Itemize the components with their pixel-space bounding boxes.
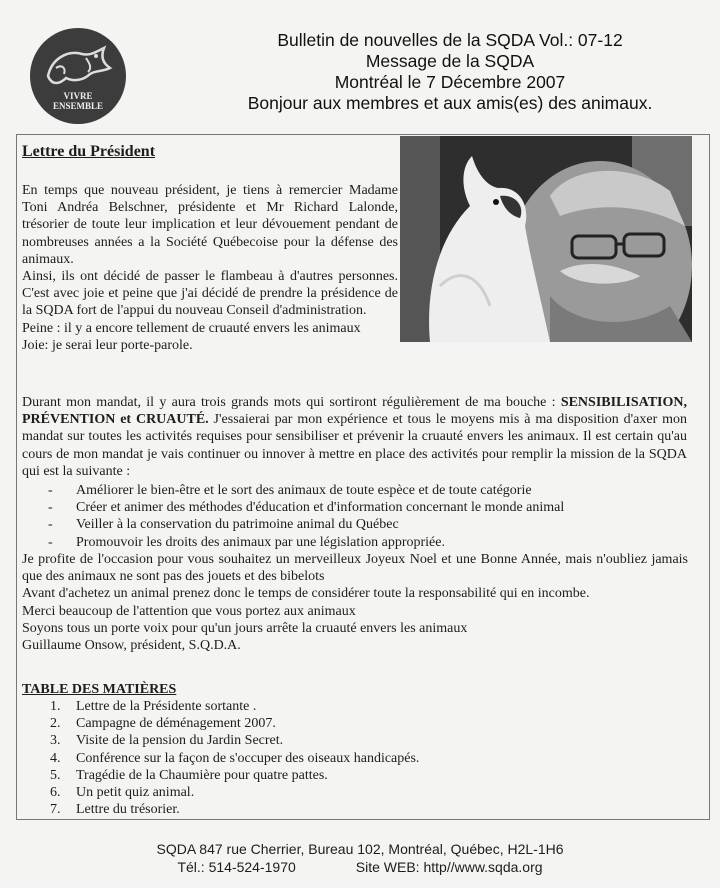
toc-item: 7. Lettre du trésorier. — [50, 802, 180, 818]
paragraph: Avant d'achetez un animal prenez donc le temps de considérer toute la responsabilité qui en incombe. — [22, 586, 590, 602]
table-of-contents — [50, 698, 419, 818]
footer-web: Site WEB: http//www.sqda.org — [355, 859, 543, 875]
paragraph: Merci beaucoup de l'attention que vous portez aux animaux — [22, 603, 356, 619]
footer — [0, 840, 720, 876]
paragraph: Je profite de l'occasion pour vous souhaitez un merveilleux Joyeux Noel et une Bonne Année, mais n'oubliez jamais que des animaux ne sont pas des jouets et des bibelots — [22, 552, 688, 585]
list-item: - Promouvoir les droits des animaux par une législation appropriée. — [48, 534, 688, 551]
header-greeting: Bonjour aux membres et aux amis(es) des animaux. — [247, 93, 653, 113]
header-subtitle: Message de la SQDA — [365, 51, 535, 71]
paragraph: Soyons tous un porte voix pour qu'un jours arrête la cruauté envers les animaux — [22, 620, 468, 636]
letter-intro — [22, 182, 398, 354]
list-item: - Améliorer le bien-être et le sort des animaux de toute espèce et de toute catégorie — [48, 482, 688, 499]
header-date: Montréal le 7 Décembre 2007 — [334, 72, 566, 92]
footer-phone: Tél.: 514-524-1970 — [177, 859, 296, 875]
president-with-cockatoo-photo — [400, 136, 692, 342]
toc-item: 3. Visite de la pension du Jardin Secret. — [50, 733, 284, 749]
mandate-paragraph: Durant mon mandat, il y aura trois grands mots qui sortiront régulièrement de ma bouche : SENSIBILISATION, PRÉVENTION et CRUAUTÉ. J'essaierai par mon expérience et tous le moyens mis à ma disposition d'axer mon mandat sur toutes les activités requises pour sensibiliser et prévenir la cruauté envers les animaux. Il est certain qu'au cours de mon mandat je vais continuer ou innover à mettre en place des activités pour remplir la mission de la SQDA qui est la suivante : — [22, 395, 687, 479]
toc-item: 4. Conférence sur la façon de s'occuper des oiseaux handicapés. — [50, 750, 420, 766]
toc-item: 2. Campagne de déménagement 2007. — [50, 716, 276, 732]
footer-contact — [0, 858, 720, 876]
letter-title: Lettre du Président — [22, 143, 156, 160]
toc-title: TABLE DES MATIÈRES — [22, 682, 177, 697]
logo-caption: VIVRE ENSEMBLE — [52, 91, 103, 111]
key-words: SENSIBILISATION, PRÉVENTION et CRUAUTÉ. — [22, 395, 687, 428]
closing-paragraphs — [22, 551, 692, 654]
sqda-logo — [30, 28, 126, 124]
list-item: - Créer et animer des méthodes d'éducation et d'information concernant le monde animal — [48, 499, 688, 516]
toc-item: 6. Un petit quiz animal. — [50, 785, 195, 801]
toc-item: 1. Lettre de la Présidente sortante . — [50, 699, 257, 714]
footer-address: SQDA 847 rue Cherrier, Bureau 102, Montréal, Québec, H2L-1H6 — [156, 841, 564, 857]
mission-list — [48, 482, 688, 551]
paragraph: Ainsi, ils ont décidé de passer le flambeau à d'autres personnes. C'est avec joie et peine que j'ai décidé de prendre la présidence de la SQDA fort de l'appui du nouveau Conseil d'administration. — [22, 269, 398, 319]
toc-item: 5. Tragédie de la Chaumière pour quatre pattes. — [50, 767, 328, 783]
paragraph: En temps que nouveau président, je tiens à remercier Madame Toni Andréa Belschner, présidente et Mr Richard Lalonde, trésorier de toute leur implication et leur dévouement pendant de nombreuses années a la Société Québecoise pour la défense des animaux. — [22, 183, 398, 267]
paragraph: Peine : il y a encore tellement de cruauté envers les animaux — [22, 320, 361, 336]
signature: Guillaume Onsow, président, S.Q.D.A. — [22, 638, 241, 654]
paragraph: Joie: je serai leur porte-parole. — [22, 337, 193, 353]
newsletter-header — [200, 30, 700, 114]
header-title: Bulletin de nouvelles de la SQDA Vol.: 07-12 — [277, 30, 623, 50]
list-item: - Veiller à la conservation du patrimoine animal du Québec — [48, 516, 688, 533]
